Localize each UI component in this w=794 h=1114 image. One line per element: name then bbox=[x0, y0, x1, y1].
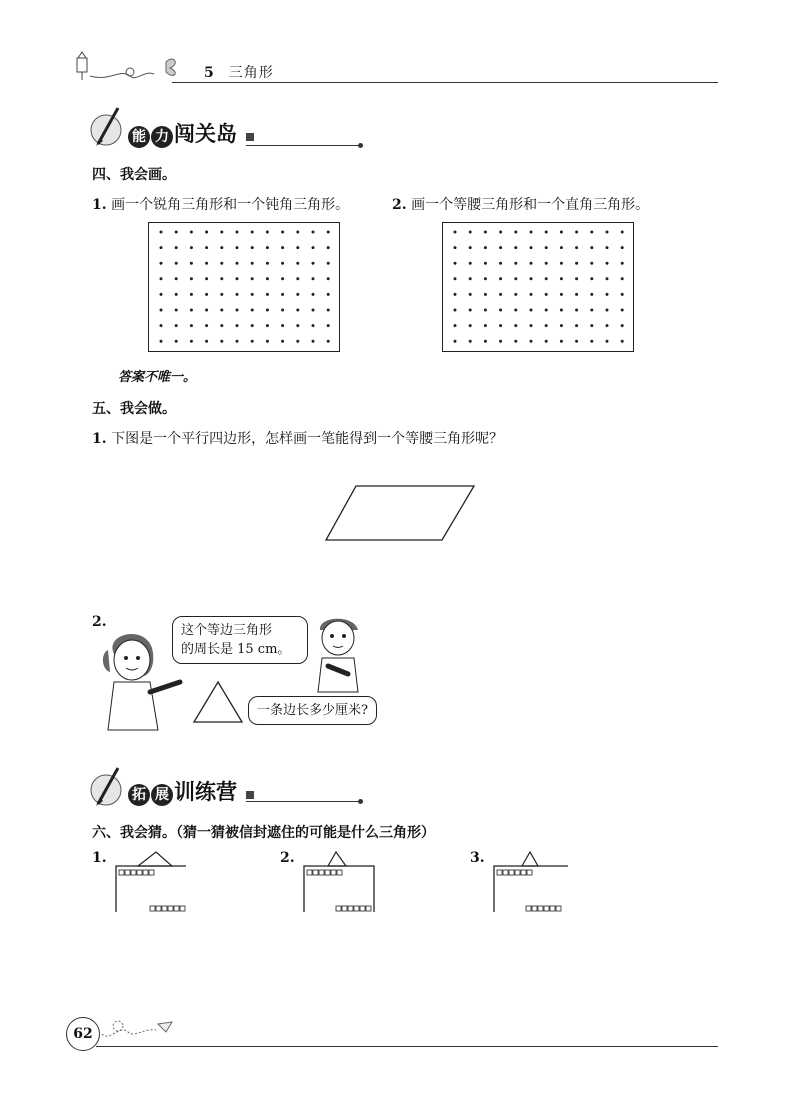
grid-dot bbox=[621, 340, 624, 343]
grid-dot bbox=[327, 293, 330, 296]
grid-dot bbox=[530, 309, 533, 312]
square-mark-icon bbox=[246, 791, 254, 799]
grid-dot bbox=[205, 324, 208, 327]
grid-dot bbox=[296, 309, 299, 312]
grid-dot bbox=[499, 246, 502, 249]
grid-dot bbox=[205, 262, 208, 265]
grid-dot bbox=[454, 324, 457, 327]
section-rule-dot bbox=[358, 143, 363, 148]
grid-dot bbox=[514, 246, 517, 249]
grid-dot bbox=[236, 262, 239, 265]
boy-illustration-icon bbox=[308, 614, 374, 698]
grid-dot bbox=[236, 277, 239, 280]
question-number: 2. bbox=[392, 197, 407, 213]
grid-dot bbox=[175, 340, 178, 343]
grid-dot bbox=[590, 309, 593, 312]
grid-dot bbox=[530, 293, 533, 296]
grid-dot bbox=[606, 340, 609, 343]
bubble-line: 的周长是 15 cm。 bbox=[181, 642, 291, 657]
grid-dot bbox=[454, 277, 457, 280]
grid-dot bbox=[560, 293, 563, 296]
grid-dot bbox=[296, 231, 299, 234]
chapter-number: 5 bbox=[204, 65, 215, 81]
grid-dot bbox=[545, 293, 548, 296]
bubble-line: 这个等边三角形 bbox=[181, 623, 273, 638]
grid-dot bbox=[220, 246, 223, 249]
grid-dot bbox=[560, 262, 563, 265]
section-rule-dot bbox=[358, 799, 363, 804]
grid-dot bbox=[514, 277, 517, 280]
grid-dot bbox=[205, 246, 208, 249]
title-badge: 能 bbox=[128, 126, 150, 148]
question-text: 画一个等腰三角形和一个直角三角形。 bbox=[411, 197, 650, 213]
chapter-title: 三角形 bbox=[228, 65, 274, 81]
grid-dot bbox=[296, 340, 299, 343]
grid-dot bbox=[454, 309, 457, 312]
part5-heading: 五、我会做。 bbox=[92, 401, 176, 417]
grid-dot bbox=[312, 277, 315, 280]
title-text: 闯关岛 bbox=[174, 122, 237, 146]
grid-dot bbox=[514, 262, 517, 265]
section-rule bbox=[246, 145, 358, 146]
question-number: 1. bbox=[92, 431, 107, 447]
grid-dot bbox=[236, 324, 239, 327]
grid-dot bbox=[266, 293, 269, 296]
grid-dot bbox=[454, 293, 457, 296]
grid-dot bbox=[251, 293, 254, 296]
grid-dot bbox=[454, 262, 457, 265]
grid-dot bbox=[530, 340, 533, 343]
grid-dot bbox=[251, 340, 254, 343]
section-title-ability bbox=[128, 118, 254, 148]
grid-dot bbox=[469, 262, 472, 265]
title-badge: 展 bbox=[151, 784, 173, 806]
grid-dot bbox=[545, 340, 548, 343]
envelope-item-number: 2. bbox=[280, 850, 295, 866]
grid-dot bbox=[281, 324, 284, 327]
grid-dot bbox=[621, 293, 624, 296]
grid-dot bbox=[266, 340, 269, 343]
grid-dot bbox=[266, 324, 269, 327]
grid-dot bbox=[160, 309, 163, 312]
speech-bubble-boy: 一条边长多少厘米? bbox=[248, 696, 377, 725]
grid-dot bbox=[220, 262, 223, 265]
grid-dot bbox=[220, 293, 223, 296]
question-text: 画一个锐角三角形和一个钝角三角形。 bbox=[111, 197, 350, 213]
grid-dot bbox=[296, 246, 299, 249]
grid-dot bbox=[190, 324, 193, 327]
grid-dot bbox=[469, 340, 472, 343]
question-4-2 bbox=[392, 194, 649, 214]
lamp-decoration-icon bbox=[70, 48, 180, 88]
grid-dot bbox=[545, 324, 548, 327]
grid-dot bbox=[220, 231, 223, 234]
grid-dot bbox=[575, 293, 578, 296]
grid-dot bbox=[296, 277, 299, 280]
grid-dot bbox=[175, 309, 178, 312]
grid-dot bbox=[190, 293, 193, 296]
question-5-1 bbox=[92, 428, 503, 448]
grid-dot bbox=[484, 309, 487, 312]
grid-dot bbox=[175, 231, 178, 234]
grid-dot bbox=[499, 277, 502, 280]
envelope-item-number: 1. bbox=[92, 850, 107, 866]
grid-dot bbox=[560, 231, 563, 234]
footer-swirl-icon bbox=[100, 1012, 180, 1046]
grid-dot bbox=[499, 324, 502, 327]
grid-dot bbox=[327, 277, 330, 280]
grid-dot bbox=[281, 340, 284, 343]
grid-dot bbox=[160, 277, 163, 280]
grid-dot bbox=[499, 262, 502, 265]
grid-dot bbox=[205, 231, 208, 234]
grid-dot bbox=[575, 246, 578, 249]
grid-dot bbox=[281, 293, 284, 296]
grid-dot bbox=[327, 324, 330, 327]
parallelogram-figure[interactable] bbox=[324, 484, 478, 548]
grid-dot bbox=[590, 293, 593, 296]
grid-dot bbox=[484, 340, 487, 343]
section-title-extension bbox=[128, 776, 254, 806]
grid-dot bbox=[175, 277, 178, 280]
grid-dot bbox=[327, 309, 330, 312]
dot-grid-2[interactable] bbox=[442, 222, 634, 352]
answer-note: 答案不唯一。 bbox=[118, 370, 197, 385]
grid-dot bbox=[236, 293, 239, 296]
grid-dot bbox=[454, 340, 457, 343]
grid-dot bbox=[590, 277, 593, 280]
grid-dot bbox=[251, 324, 254, 327]
grid-dot bbox=[220, 324, 223, 327]
grid-dot bbox=[469, 277, 472, 280]
grid-dot bbox=[281, 231, 284, 234]
grid-dot bbox=[327, 262, 330, 265]
grid-dot bbox=[175, 246, 178, 249]
grid-dot bbox=[251, 309, 254, 312]
grid-dot bbox=[590, 340, 593, 343]
grid-dot bbox=[530, 277, 533, 280]
grid-dot bbox=[590, 246, 593, 249]
grid-dot bbox=[606, 246, 609, 249]
grid-dot bbox=[514, 340, 517, 343]
grid-dot bbox=[220, 309, 223, 312]
grid-dot bbox=[205, 277, 208, 280]
grid-dot bbox=[312, 324, 315, 327]
title-badge: 拓 bbox=[128, 784, 150, 806]
grid-dot bbox=[266, 262, 269, 265]
grid-dot bbox=[266, 231, 269, 234]
grid-dot bbox=[469, 293, 472, 296]
grid-dot bbox=[545, 262, 548, 265]
grid-dot bbox=[205, 340, 208, 343]
grid-dot bbox=[590, 324, 593, 327]
grid-dot bbox=[296, 262, 299, 265]
grid-dot bbox=[606, 309, 609, 312]
grid-dot bbox=[484, 293, 487, 296]
grid-dot bbox=[469, 324, 472, 327]
envelope-item-number: 3. bbox=[470, 850, 485, 866]
grid-dot bbox=[220, 277, 223, 280]
grid-dot bbox=[281, 277, 284, 280]
part6-heading: 六、我会猜。（猜一猜被信封遮住的可能是什么三角形） bbox=[92, 825, 435, 841]
title-text: 训练营 bbox=[174, 780, 237, 804]
grid-dot bbox=[606, 293, 609, 296]
grid-dot bbox=[251, 246, 254, 249]
grid-dot bbox=[575, 340, 578, 343]
grid-dot bbox=[236, 340, 239, 343]
grid-dot bbox=[281, 309, 284, 312]
grid-dot bbox=[590, 262, 593, 265]
grid-dot bbox=[514, 324, 517, 327]
part4-heading: 四、我会画。 bbox=[92, 167, 176, 183]
grid-dot bbox=[484, 324, 487, 327]
grid-dot bbox=[296, 324, 299, 327]
grid-dot bbox=[160, 340, 163, 343]
grid-dot bbox=[160, 293, 163, 296]
speech-bubble-girl bbox=[172, 616, 308, 664]
grid-dot bbox=[454, 246, 457, 249]
grid-dot bbox=[312, 231, 315, 234]
grid-dot bbox=[251, 262, 254, 265]
grid-dot bbox=[190, 231, 193, 234]
grid-dot bbox=[499, 340, 502, 343]
grid-dot bbox=[484, 262, 487, 265]
grid-dot bbox=[560, 340, 563, 343]
envelope-figure-3[interactable] bbox=[492, 848, 572, 918]
equilateral-triangle-figure[interactable] bbox=[192, 680, 244, 728]
header-rule bbox=[172, 82, 718, 83]
grid-dot bbox=[575, 277, 578, 280]
grid-dot bbox=[606, 231, 609, 234]
grid-dot bbox=[545, 277, 548, 280]
brush-icon bbox=[90, 104, 126, 152]
grid-dot bbox=[560, 309, 563, 312]
grid-dot bbox=[327, 246, 330, 249]
grid-dot bbox=[160, 246, 163, 249]
grid-dot bbox=[205, 309, 208, 312]
grid-dot bbox=[266, 246, 269, 249]
grid-dot bbox=[312, 262, 315, 265]
grid-dot bbox=[575, 324, 578, 327]
grid-dot bbox=[160, 324, 163, 327]
grid-dot bbox=[281, 246, 284, 249]
grid-dot bbox=[327, 340, 330, 343]
grid-dot bbox=[575, 231, 578, 234]
question-text: 下图是一个平行四边形，怎样画一笔能得到一个等腰三角形呢？ bbox=[111, 431, 504, 447]
grid-dot bbox=[190, 340, 193, 343]
grid-dot bbox=[499, 231, 502, 234]
grid-dot bbox=[190, 262, 193, 265]
page-number: 62 bbox=[66, 1017, 100, 1051]
grid-dot bbox=[160, 231, 163, 234]
dot-grid-1[interactable] bbox=[148, 222, 340, 352]
grid-dot bbox=[175, 324, 178, 327]
grid-dot bbox=[296, 293, 299, 296]
grid-dot bbox=[190, 277, 193, 280]
grid-dot bbox=[545, 309, 548, 312]
grid-dot bbox=[606, 277, 609, 280]
brush-icon bbox=[90, 764, 126, 812]
grid-dot bbox=[484, 277, 487, 280]
grid-dot bbox=[484, 246, 487, 249]
grid-dot bbox=[621, 262, 624, 265]
title-badge: 力 bbox=[151, 126, 173, 148]
section-rule bbox=[246, 801, 358, 802]
grid-dot bbox=[266, 277, 269, 280]
chapter-header bbox=[204, 62, 274, 82]
grid-dot bbox=[530, 262, 533, 265]
envelope-figure-2[interactable] bbox=[302, 848, 382, 918]
grid-dot bbox=[312, 246, 315, 249]
grid-dot bbox=[312, 309, 315, 312]
question-5-2-number: 2. bbox=[92, 614, 107, 630]
grid-dot bbox=[621, 231, 624, 234]
grid-dot bbox=[469, 309, 472, 312]
grid-dot bbox=[312, 340, 315, 343]
grid-dot bbox=[484, 231, 487, 234]
grid-dot bbox=[454, 231, 457, 234]
grid-dot bbox=[175, 262, 178, 265]
grid-dot bbox=[266, 309, 269, 312]
grid-dot bbox=[560, 277, 563, 280]
grid-dot bbox=[560, 324, 563, 327]
grid-dot bbox=[190, 309, 193, 312]
grid-dot bbox=[606, 324, 609, 327]
grid-dot bbox=[606, 262, 609, 265]
grid-dot bbox=[560, 246, 563, 249]
grid-dot bbox=[175, 293, 178, 296]
grid-dot bbox=[499, 293, 502, 296]
square-mark-icon bbox=[246, 133, 254, 141]
grid-dot bbox=[205, 293, 208, 296]
grid-dot bbox=[621, 324, 624, 327]
grid-dot bbox=[327, 231, 330, 234]
envelope-figure-1[interactable] bbox=[114, 848, 194, 918]
grid-dot bbox=[530, 231, 533, 234]
grid-dot bbox=[469, 246, 472, 249]
grid-dot bbox=[220, 340, 223, 343]
grid-dot bbox=[545, 231, 548, 234]
question-number: 1. bbox=[92, 197, 107, 213]
grid-dot bbox=[281, 262, 284, 265]
grid-dot bbox=[621, 309, 624, 312]
question-4-1 bbox=[92, 194, 349, 214]
grid-dot bbox=[160, 262, 163, 265]
grid-dot bbox=[575, 262, 578, 265]
grid-dot bbox=[621, 246, 624, 249]
grid-dot bbox=[514, 309, 517, 312]
grid-dot bbox=[469, 231, 472, 234]
grid-dot bbox=[575, 309, 578, 312]
grid-dot bbox=[514, 231, 517, 234]
grid-dot bbox=[530, 324, 533, 327]
grid-dot bbox=[236, 246, 239, 249]
grid-dot bbox=[251, 231, 254, 234]
grid-dot bbox=[514, 293, 517, 296]
grid-dot bbox=[190, 246, 193, 249]
grid-dot bbox=[530, 246, 533, 249]
grid-dot bbox=[590, 231, 593, 234]
grid-dot bbox=[499, 309, 502, 312]
grid-dot bbox=[236, 231, 239, 234]
grid-dot bbox=[545, 246, 548, 249]
grid-dot bbox=[621, 277, 624, 280]
grid-dot bbox=[312, 293, 315, 296]
footer-rule bbox=[96, 1046, 718, 1047]
grid-dot bbox=[236, 309, 239, 312]
grid-dot bbox=[251, 277, 254, 280]
